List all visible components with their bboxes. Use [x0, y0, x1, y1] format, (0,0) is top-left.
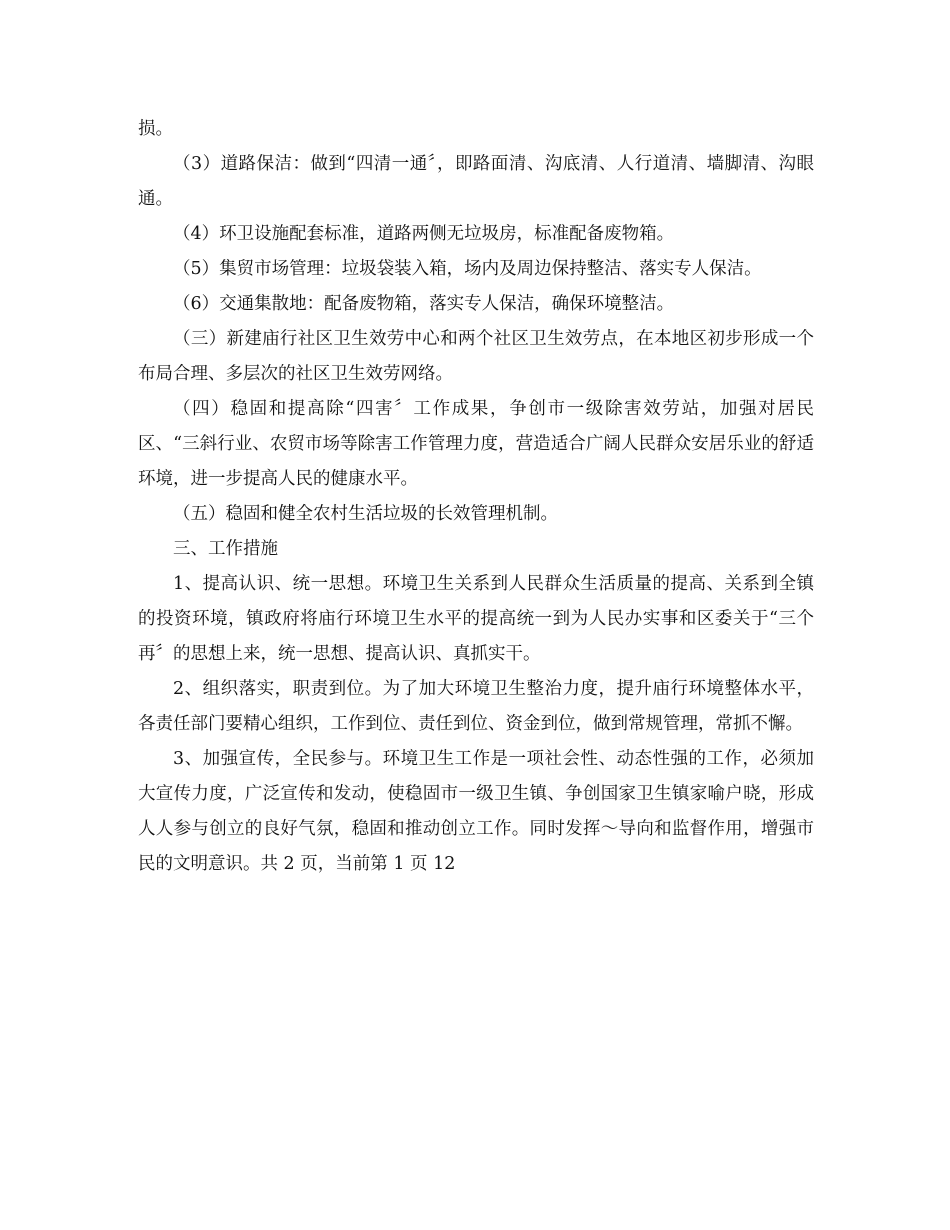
- paragraph-12: 3、加强宣传，全民参与。环境卫生工作是一项社会性、动态性强的工作，必须加大宣传力度，广泛宣传和发动，使稳固市一级卫生镇、争创国家卫生镇家喻户晓，形成人人参与创立的良好气氛，稳固和推动创立工作。同时发挥～导向和监督作用，增强市民的文明意识。共 2 页，当前第 1 页 12: [138, 749, 814, 874]
- paragraph-10: 1、提高认识、统一思想。环境卫生关系到人民群众生活质量的提高、关系到全镇的投资环境，镇政府将庙行环境卫生水平的提高统一到为人民办实事和区委关于“三个再〞的思想上来，统一思想、提高认识、真抓实干。: [138, 574, 814, 664]
- document-page: [138, 112, 814, 882]
- paragraph-8: （五）稳固和健全农村生活垃圾的长效管理机制。: [173, 504, 558, 524]
- paragraph-5: （6）交通集散地：配备废物箱，落实专人保洁，确保环境整洁。: [173, 294, 675, 314]
- paragraph-4: （5）集贸市场管理：垃圾袋装入箱，场内及周边保持整洁、落实专人保洁。: [173, 259, 762, 279]
- paragraph-1: 损。: [138, 119, 173, 139]
- section-heading: 三、工作措施: [173, 539, 278, 559]
- paragraph-11: 2、组织落实，职责到位。为了加大环境卫生整治力度，提升庙行环境整体水平，各责任部门要精心组织，工作到位、责任到位、资金到位，做到常规管理，常抓不懈。: [138, 679, 814, 734]
- paragraph-7: （四）稳固和提高除“四害〞工作成果，争创市一级除害效劳站，加强对居民区、“三斜行业、农贸市场等除害工作管理力度，营造适合广阔人民群众安居乐业的舒适环境，进一步提高人民的健康水平。: [138, 399, 814, 489]
- paragraph-2: （3）道路保洁：做到“四清一通〞，即路面清、沟底清、人行道清、墙脚清、沟眼通。: [138, 154, 814, 209]
- paragraph-3: （4）环卫设施配套标准，道路两侧无垃圾房，标准配备废物箱。: [173, 224, 675, 244]
- paragraph-6: （三）新建庙行社区卫生效劳中心和两个社区卫生效劳点，在本地区初步形成一个布局合理、多层次的社区卫生效劳网络。: [138, 329, 814, 384]
